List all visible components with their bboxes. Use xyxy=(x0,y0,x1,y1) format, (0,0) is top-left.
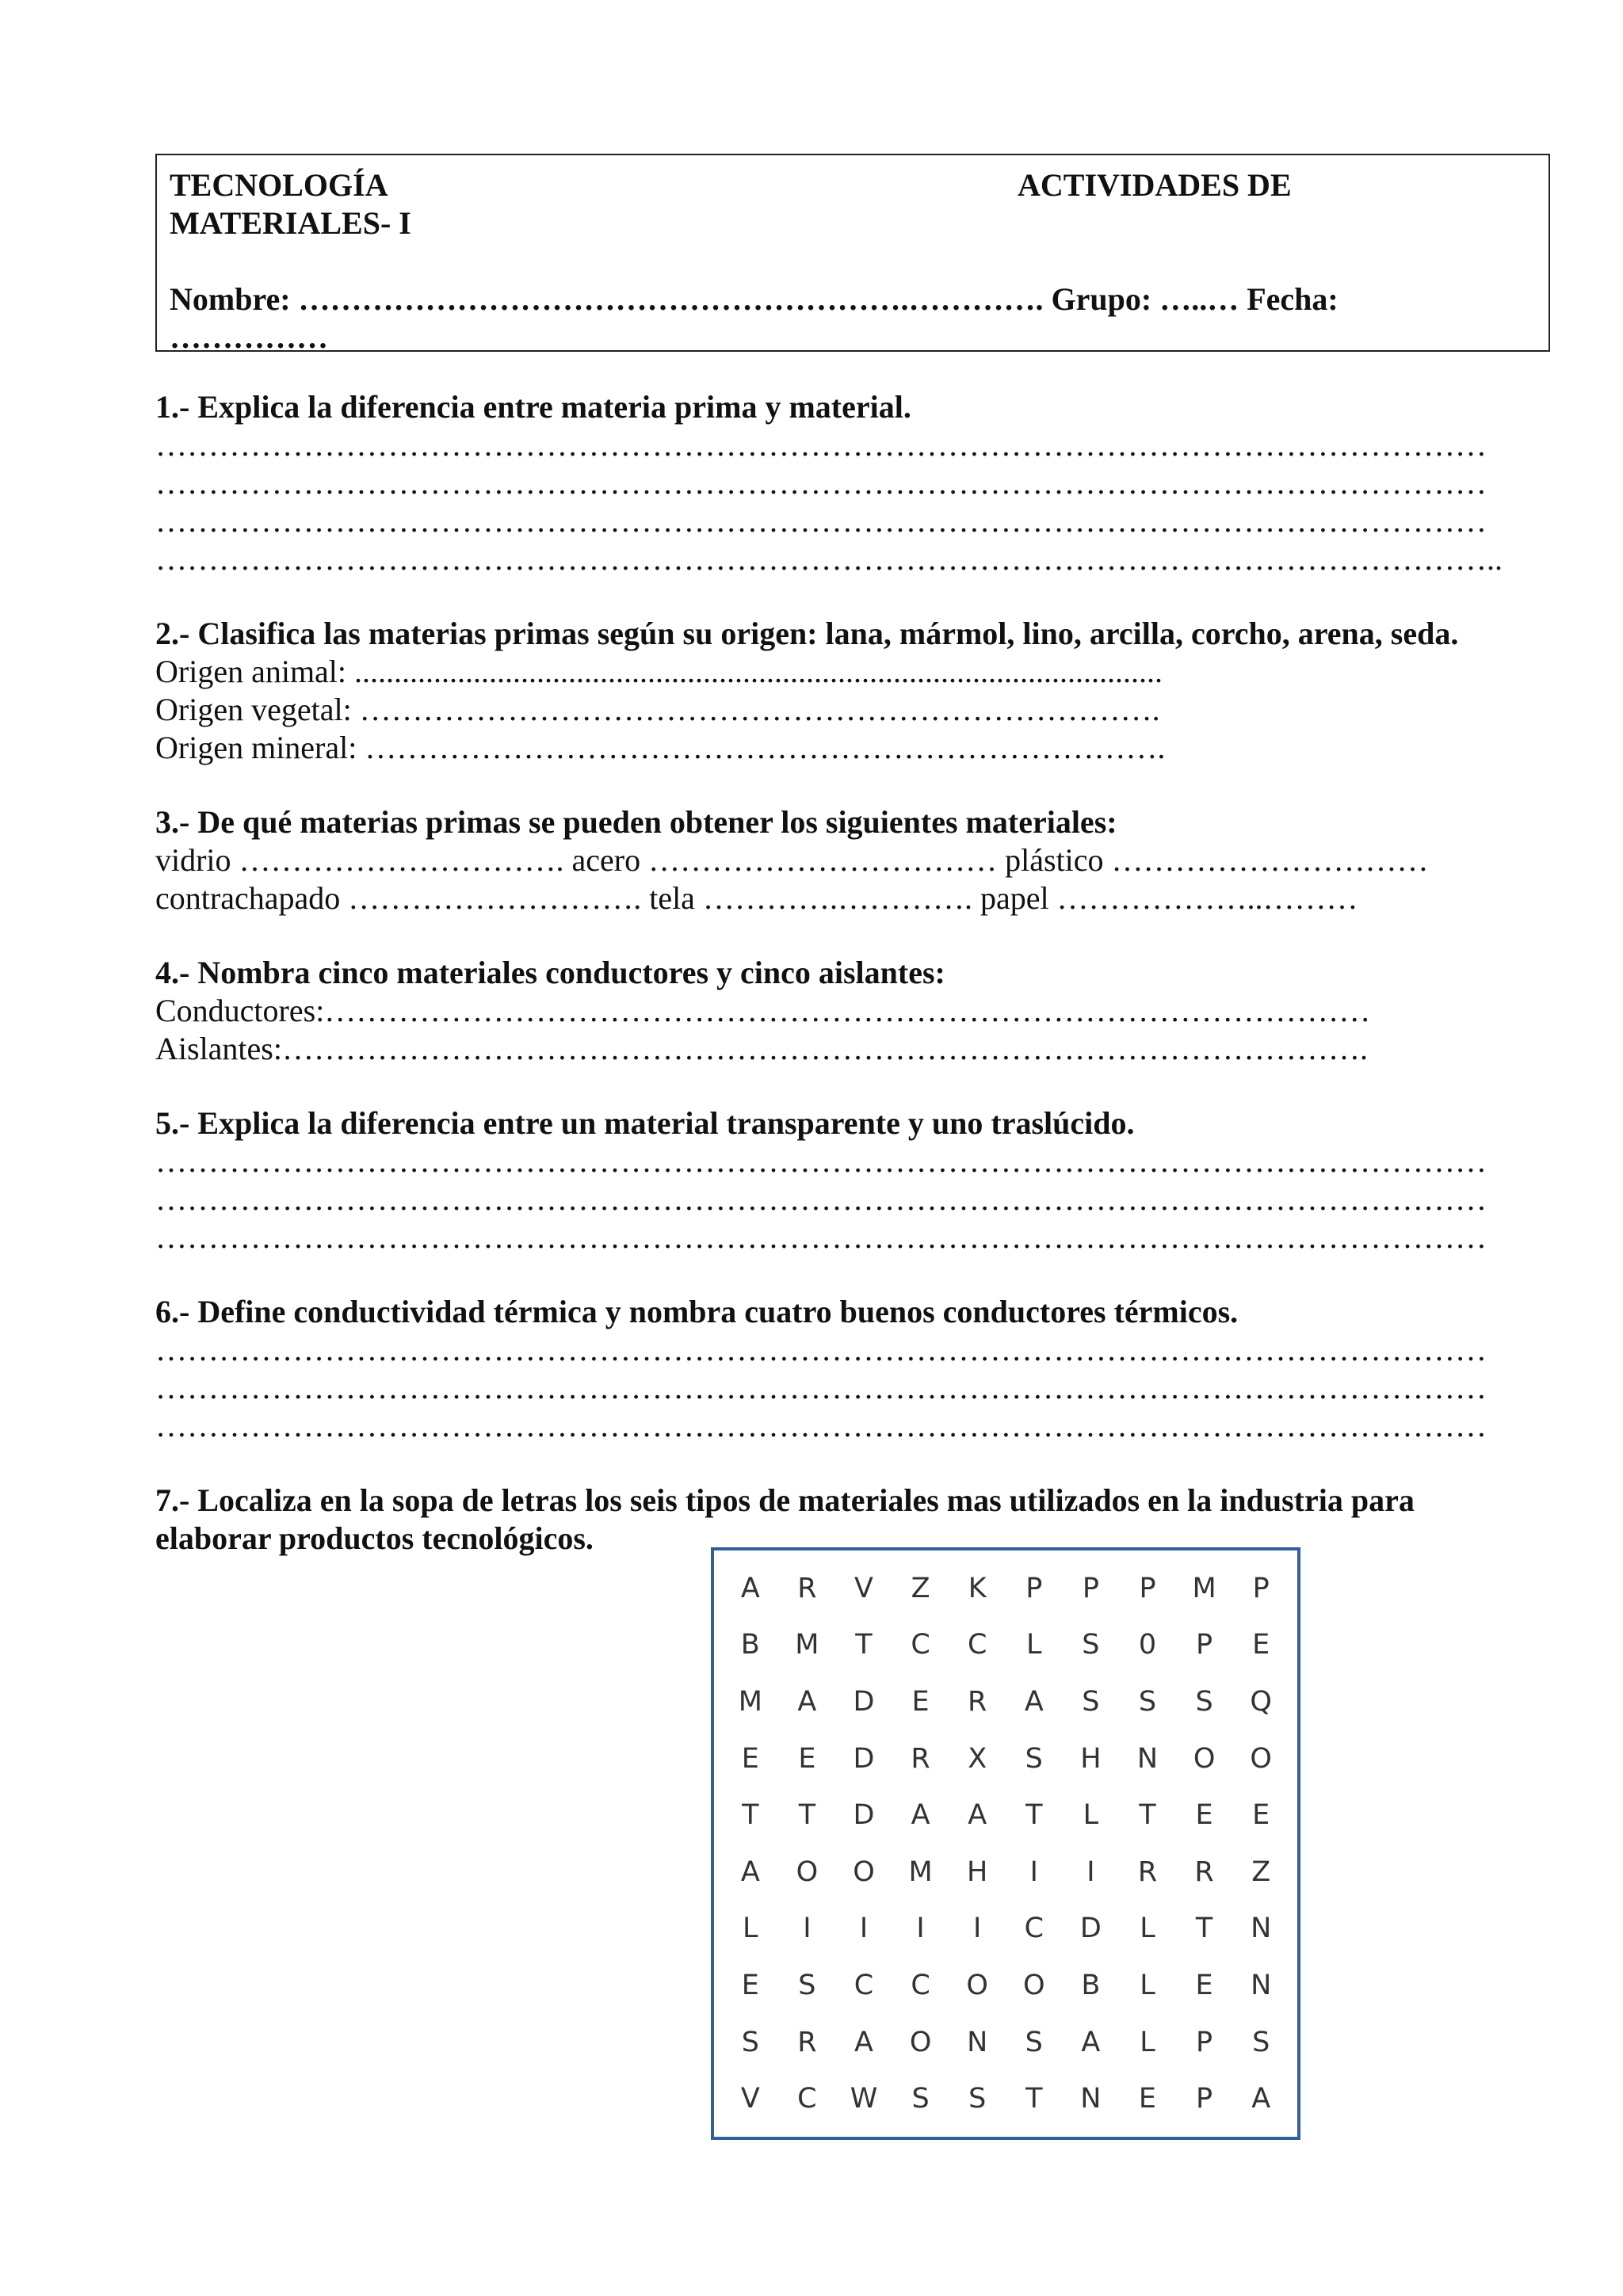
word-search-letter: E xyxy=(1195,1969,1213,2001)
word-search-letter: M xyxy=(795,1629,819,1661)
word-search-letter: N xyxy=(1251,1969,1272,2001)
word-search-letter: H xyxy=(967,1855,988,1888)
word-search-letter: A xyxy=(968,1799,987,1832)
word-search-letter: R xyxy=(1137,1855,1158,1888)
word-search-letter: O xyxy=(966,1969,988,2001)
word-search-letter: I xyxy=(803,1913,812,1945)
answer-line: ……………………………………………………………………………………………………………… xyxy=(155,1332,1487,1367)
word-search-letter: H xyxy=(1080,1742,1102,1775)
word-search-letter: E xyxy=(1252,1629,1270,1661)
word-search-letter: L xyxy=(1140,1913,1155,1945)
word-search-letter: P xyxy=(1139,1572,1156,1604)
word-search-letter: S xyxy=(1082,1685,1100,1718)
word-search-letter: Z xyxy=(911,1572,930,1604)
word-search-letter: S xyxy=(1195,1685,1213,1718)
word-search-letter: A xyxy=(1251,2083,1271,2115)
word-search-letter: L xyxy=(1140,1969,1155,2001)
word-search-letter: Z xyxy=(1251,1855,1271,1888)
word-search-letter: B xyxy=(740,1629,760,1661)
question-4-title: 4.- Nombra cinco materiales conductores y cinco aislantes: xyxy=(155,955,945,990)
subject-title: TECNOLOGÍA xyxy=(170,167,388,203)
word-search-letter: I xyxy=(1086,1855,1095,1888)
word-search-letter: O xyxy=(1023,1969,1045,2001)
word-search-letter: C xyxy=(797,2083,817,2115)
word-search-letter: V xyxy=(740,2083,760,2115)
question-7 xyxy=(155,1482,1550,1558)
word-search-letter: C xyxy=(1024,1913,1044,1945)
word-search-letter: N xyxy=(967,2026,988,2058)
word-search-letter: P xyxy=(1196,2083,1213,2115)
question-6 xyxy=(155,1293,1550,1445)
word-search-letter: L xyxy=(1026,1629,1042,1661)
answer-line: ……………………………………………………………………………………………………………… xyxy=(155,1181,1487,1217)
word-search-letter: L xyxy=(743,1913,758,1945)
conductores-line: Conductores:……………………………………………………………………………………… xyxy=(155,993,1371,1028)
word-search-letter: T xyxy=(1025,1799,1043,1832)
word-search-letter: M xyxy=(738,1685,762,1718)
word-search-letter: V xyxy=(854,1572,873,1604)
word-search-letter: E xyxy=(1252,1799,1270,1832)
name-group-date-line: Nombre: ………………………………………………….…………. Grupo: …..… Fecha: xyxy=(170,281,1338,317)
word-search-letter: S xyxy=(1138,1685,1157,1718)
word-search-letter: S xyxy=(1025,2026,1043,2058)
word-search-letter: I xyxy=(973,1913,982,1945)
question-1-title: 1.- Explica la diferencia entre materia prima y material. xyxy=(155,389,911,425)
word-search-letter: S xyxy=(741,2026,759,2058)
word-search-letter: P xyxy=(1082,1572,1099,1604)
word-search-letter: M xyxy=(908,1855,933,1888)
word-search-letter: A xyxy=(740,1855,760,1888)
word-search-letter: E xyxy=(741,1742,759,1775)
origin-vegetal-line: Origen vegetal: …………………………………………………………………. xyxy=(155,692,1160,727)
word-search-letter: A xyxy=(1081,2026,1101,2058)
word-search-letter: R xyxy=(1194,1855,1214,1888)
question-6-title: 6.- Define conductividad térmica y nombra cuatro buenos conductores térmicos. xyxy=(155,1294,1239,1329)
question-3-title: 3.- De qué materias primas se pueden obtener los siguientes materiales: xyxy=(155,804,1117,840)
unit-title: MATERIALES- I xyxy=(170,205,411,241)
word-search-letter: N xyxy=(1251,1913,1272,1945)
materials-line-2: contrachapado ………………………. tela ………….…………. papel ………………..……… xyxy=(155,880,1358,916)
origin-mineral-line: Origen mineral: …………………………………………………………………. xyxy=(155,730,1166,765)
word-search-letter: T xyxy=(855,1629,873,1661)
word-search-letter: P xyxy=(1025,1572,1043,1604)
question-5 xyxy=(155,1104,1550,1257)
word-search-letter: C xyxy=(967,1629,987,1661)
word-search-letter: Q xyxy=(1250,1685,1272,1718)
word-search-letter: C xyxy=(854,1969,874,2001)
answer-line: ……………………………………………………………………………………………………………… xyxy=(155,1143,1487,1179)
question-3 xyxy=(155,803,1550,917)
word-search-letter: R xyxy=(797,1572,817,1604)
word-search-letter: O xyxy=(853,1855,875,1888)
answer-line: ……………………………………………………………………………………………………………… xyxy=(155,465,1487,501)
word-search-letter: I xyxy=(859,1913,869,1945)
word-search-letter: W xyxy=(850,2083,878,2115)
word-search-letter: C xyxy=(911,1969,930,2001)
word-search-letter: R xyxy=(968,1685,987,1718)
word-search-letter: N xyxy=(1080,2083,1102,2115)
answer-line: ……………………………………………………………………………………………………………… xyxy=(155,1219,1487,1255)
word-search-letter: E xyxy=(1138,2083,1157,2115)
word-search-letter: X xyxy=(968,1742,987,1775)
word-search-letter: P xyxy=(1252,1572,1270,1604)
word-search-letter: L xyxy=(1140,2026,1155,2058)
question-7-title-line-2: elaborar productos tecnológicos. xyxy=(155,1520,594,1556)
word-search-letter: E xyxy=(741,1969,759,2001)
word-search-grid xyxy=(711,1547,1300,2140)
word-search-letter: E xyxy=(1195,1799,1213,1832)
origin-animal-line: Origen animal: ...................................................................................................... xyxy=(155,654,1163,689)
word-search-letter: O xyxy=(909,2026,932,2058)
word-search-letter: A xyxy=(740,1572,760,1604)
activities-title: ACTIVIDADES DE xyxy=(1018,167,1292,203)
word-search-letter: S xyxy=(968,2083,987,2115)
word-search-letter: T xyxy=(1139,1799,1156,1832)
word-search-letter: S xyxy=(1025,1742,1043,1775)
word-search-letter: P xyxy=(1196,1629,1213,1661)
question-2-title: 2.- Clasifica las materias primas según su origen: lana, mármol, lino, arcilla, corcho, arena, seda. xyxy=(155,616,1459,651)
word-search-letter: E xyxy=(911,1685,930,1718)
header-box xyxy=(155,154,1550,355)
word-search-letter: S xyxy=(1082,1629,1100,1661)
word-search-letter: B xyxy=(1081,1969,1101,2001)
word-search-letter: T xyxy=(1195,1913,1213,1945)
word-search-letter: I xyxy=(1029,1855,1038,1888)
question-7-title-line-1: 7.- Localiza en la sopa de letras los seis tipos de materiales mas utilizados en la industria para xyxy=(155,1482,1415,1518)
question-2 xyxy=(155,615,1550,767)
answer-line: ……………………………………………………………………………………………………………… xyxy=(155,1370,1487,1405)
word-search-letter: D xyxy=(853,1685,875,1718)
word-search-letter: 0 xyxy=(1138,1629,1157,1661)
word-search-letter: D xyxy=(1079,1913,1102,1945)
word-search-letter: K xyxy=(968,1572,987,1604)
aislantes-line: Aislantes:…………………………………………………………………………………………. xyxy=(155,1031,1368,1066)
word-search-letter: D xyxy=(853,1799,875,1832)
answer-line: ……………………………………………………………………………………………………………… xyxy=(155,1408,1487,1444)
word-search-letter: T xyxy=(742,1799,759,1832)
answer-line: ……………………………………………………………………………………………………………… xyxy=(155,427,1487,463)
word-search-letter: R xyxy=(797,2026,817,2058)
word-search-letter: O xyxy=(796,1855,819,1888)
question-1 xyxy=(155,388,1550,578)
word-search-letter: D xyxy=(853,1742,875,1775)
answer-line: ……………………………………………………………………………………………………………….. xyxy=(155,541,1503,577)
question-5-title: 5.- Explica la diferencia entre un material transparente y uno traslúcido. xyxy=(155,1105,1135,1141)
word-search-letter: M xyxy=(1192,1572,1216,1604)
word-search-letter: T xyxy=(798,1799,816,1832)
word-search-letter: A xyxy=(797,1685,817,1718)
worksheet-page xyxy=(155,154,1550,1558)
word-search-letter: A xyxy=(1024,1685,1044,1718)
materials-line-1: vidrio …………………………. acero …………………………… plástico ………………………… xyxy=(155,842,1429,878)
word-search-letter: O xyxy=(1193,1742,1216,1775)
word-search-letter: O xyxy=(1250,1742,1272,1775)
answer-line: ……………………………………………………………………………………………………………… xyxy=(155,503,1487,539)
date-dots: …………… xyxy=(170,319,328,355)
word-search-letter: R xyxy=(911,1742,930,1775)
word-search-letter: P xyxy=(1196,2026,1213,2058)
word-search-letter: L xyxy=(1083,1799,1099,1832)
word-search-letter: A xyxy=(854,2026,873,2058)
word-search-letter: E xyxy=(798,1742,816,1775)
word-search-letter: N xyxy=(1136,1742,1159,1775)
word-search-letter: S xyxy=(1252,2026,1270,2058)
word-search-letter: A xyxy=(911,1799,930,1832)
word-search-letter: I xyxy=(916,1913,925,1945)
question-4 xyxy=(155,954,1550,1068)
word-search-letter: S xyxy=(798,1969,816,2001)
word-search-letter: T xyxy=(1025,2083,1043,2115)
word-search-letter: C xyxy=(911,1629,930,1661)
word-search-letter: S xyxy=(911,2083,930,2115)
